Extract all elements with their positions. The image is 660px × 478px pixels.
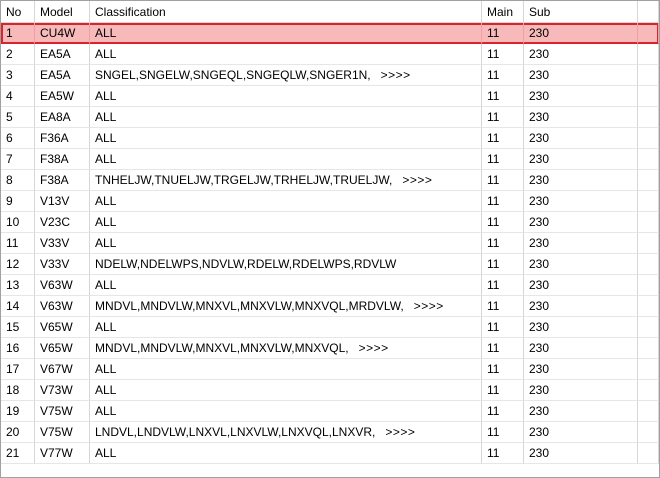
- cell-main: 11: [482, 254, 524, 275]
- cell-no: 13: [1, 275, 35, 296]
- table-row[interactable]: [1, 338, 659, 359]
- more-indicator: >>>>: [358, 341, 389, 355]
- cell-sub: 230: [524, 359, 638, 380]
- cell-sub: 230: [524, 443, 638, 464]
- cell-filler: [638, 338, 659, 359]
- cell-filler: [638, 107, 659, 128]
- cell-model: V75W: [35, 422, 90, 443]
- cell-classification: TNHELJW,TNUELJW,TRGELJW,TRHELJW,TRUELJW, >>>>: [90, 170, 482, 191]
- cell-classification: ALL: [90, 233, 482, 254]
- table-row[interactable]: [1, 44, 659, 65]
- cell-classification: ALL: [90, 107, 482, 128]
- cell-filler: [638, 233, 659, 254]
- cell-model: V33V: [35, 233, 90, 254]
- cell-main: 11: [482, 23, 524, 44]
- cell-classification: ALL: [90, 359, 482, 380]
- more-indicator: >>>>: [402, 173, 433, 187]
- cell-main: 11: [482, 149, 524, 170]
- cell-model: V65W: [35, 338, 90, 359]
- cell-classification: ALL: [90, 380, 482, 401]
- more-indicator: >>>>: [385, 425, 416, 439]
- cell-sub: 230: [524, 44, 638, 65]
- cell-filler: [638, 23, 659, 44]
- cell-no: 16: [1, 338, 35, 359]
- cell-model: V73W: [35, 380, 90, 401]
- column-header-classification[interactable]: Classification: [90, 1, 482, 23]
- cell-no: 1: [1, 23, 35, 44]
- cell-no: 15: [1, 317, 35, 338]
- cell-filler: [638, 401, 659, 422]
- cell-model: EA8A: [35, 107, 90, 128]
- cell-filler: [638, 443, 659, 464]
- cell-main: 11: [482, 233, 524, 254]
- cell-main: 11: [482, 275, 524, 296]
- cell-no: 14: [1, 296, 35, 317]
- cell-sub: 230: [524, 296, 638, 317]
- table-row[interactable]: [1, 170, 659, 191]
- cell-classification: ALL: [90, 191, 482, 212]
- cell-sub: 230: [524, 170, 638, 191]
- cell-classification: ALL: [90, 401, 482, 422]
- cell-filler: [638, 128, 659, 149]
- cell-sub: 230: [524, 338, 638, 359]
- cell-sub: 230: [524, 401, 638, 422]
- table-row[interactable]: [1, 401, 659, 422]
- table-row[interactable]: [1, 296, 659, 317]
- cell-sub: 230: [524, 275, 638, 296]
- cell-model: V23C: [35, 212, 90, 233]
- cell-no: 6: [1, 128, 35, 149]
- cell-sub: 230: [524, 233, 638, 254]
- cell-main: 11: [482, 317, 524, 338]
- more-indicator: >>>>: [380, 68, 411, 82]
- cell-classification: SNGEL,SNGELW,SNGEQL,SNGEQLW,SNGER1N, >>>>: [90, 65, 482, 86]
- table-row[interactable]: [1, 317, 659, 338]
- cell-classification: LNDVL,LNDVLW,LNXVL,LNXVLW,LNXVQL,LNXVR, >>>>: [90, 422, 482, 443]
- cell-model: V13V: [35, 191, 90, 212]
- cell-sub: 230: [524, 191, 638, 212]
- cell-classification: ALL: [90, 443, 482, 464]
- table-row[interactable]: [1, 149, 659, 170]
- table-row[interactable]: [1, 191, 659, 212]
- cell-main: 11: [482, 128, 524, 149]
- cell-classification: ALL: [90, 44, 482, 65]
- cell-no: 17: [1, 359, 35, 380]
- cell-filler: [638, 296, 659, 317]
- cell-filler: [638, 65, 659, 86]
- cell-model: EA5A: [35, 44, 90, 65]
- grid-header: [1, 1, 659, 22]
- cell-model: V67W: [35, 359, 90, 380]
- cell-main: 11: [482, 296, 524, 317]
- cell-model: V75W: [35, 401, 90, 422]
- cell-main: 11: [482, 443, 524, 464]
- cell-model: V33V: [35, 254, 90, 275]
- cell-sub: 230: [524, 128, 638, 149]
- cell-classification: ALL: [90, 86, 482, 107]
- cell-main: 11: [482, 401, 524, 422]
- table-row[interactable]: [1, 443, 659, 464]
- cell-main: 11: [482, 359, 524, 380]
- cell-filler: [638, 212, 659, 233]
- cell-no: 21: [1, 443, 35, 464]
- table-row[interactable]: [1, 233, 659, 254]
- cell-main: 11: [482, 44, 524, 65]
- cell-filler: [638, 359, 659, 380]
- column-header-model[interactable]: Model: [35, 1, 90, 23]
- cell-sub: 230: [524, 380, 638, 401]
- cell-no: 20: [1, 422, 35, 443]
- more-indicator: >>>>: [413, 299, 444, 313]
- cell-main: 11: [482, 212, 524, 233]
- cell-model: V63W: [35, 275, 90, 296]
- cell-main: 11: [482, 338, 524, 359]
- cell-model: EA5W: [35, 86, 90, 107]
- cell-filler: [638, 86, 659, 107]
- cell-no: 5: [1, 107, 35, 128]
- cell-no: 18: [1, 380, 35, 401]
- cell-no: 2: [1, 44, 35, 65]
- cell-filler: [638, 422, 659, 443]
- cell-sub: 230: [524, 86, 638, 107]
- column-header-no[interactable]: No: [1, 1, 35, 23]
- cell-classification: ALL: [90, 317, 482, 338]
- cell-sub: 230: [524, 23, 638, 44]
- cell-main: 11: [482, 170, 524, 191]
- cell-no: 11: [1, 233, 35, 254]
- cell-classification: ALL: [90, 23, 482, 44]
- cell-main: 11: [482, 86, 524, 107]
- column-header-main[interactable]: Main: [482, 1, 524, 23]
- cell-classification: NDELW,NDELWPS,NDVLW,RDELW,RDELWPS,RDVLW: [90, 254, 482, 275]
- cell-filler: [638, 170, 659, 191]
- column-header-sub[interactable]: Sub: [524, 1, 638, 23]
- cell-main: 11: [482, 380, 524, 401]
- cell-model: V63W: [35, 296, 90, 317]
- table-row[interactable]: [1, 86, 659, 107]
- cell-filler: [638, 149, 659, 170]
- cell-sub: 230: [524, 149, 638, 170]
- cell-filler: [638, 275, 659, 296]
- table-row[interactable]: [1, 275, 659, 296]
- cell-sub: 230: [524, 65, 638, 86]
- cell-model: F38A: [35, 170, 90, 191]
- cell-filler: [638, 254, 659, 275]
- cell-sub: 230: [524, 212, 638, 233]
- cell-model: F36A: [35, 128, 90, 149]
- cell-sub: 230: [524, 317, 638, 338]
- table-row[interactable]: [1, 422, 659, 443]
- table-row[interactable]: [1, 23, 659, 44]
- cell-filler: [638, 44, 659, 65]
- table-row[interactable]: [1, 380, 659, 401]
- table-row[interactable]: [1, 254, 659, 275]
- cell-filler: [638, 191, 659, 212]
- cell-classification: ALL: [90, 149, 482, 170]
- cell-classification: ALL: [90, 275, 482, 296]
- column-header-filler: [638, 1, 659, 23]
- table-row[interactable]: [1, 65, 659, 86]
- table-row[interactable]: [1, 359, 659, 380]
- cell-sub: 230: [524, 422, 638, 443]
- table-row[interactable]: [1, 212, 659, 233]
- cell-main: 11: [482, 422, 524, 443]
- cell-sub: 230: [524, 254, 638, 275]
- cell-no: 3: [1, 65, 35, 86]
- cell-model: CU4W: [35, 23, 90, 44]
- cell-no: 10: [1, 212, 35, 233]
- cell-classification: MNDVL,MNDVLW,MNXVL,MNXVLW,MNXVQL,MRDVLW, >>>>: [90, 296, 482, 317]
- cell-main: 11: [482, 65, 524, 86]
- cell-no: 19: [1, 401, 35, 422]
- cell-no: 9: [1, 191, 35, 212]
- cell-main: 11: [482, 191, 524, 212]
- cell-no: 12: [1, 254, 35, 275]
- cell-classification: MNDVL,MNDVLW,MNXVL,MNXVLW,MNXVQL, >>>>: [90, 338, 482, 359]
- table-row[interactable]: [1, 107, 659, 128]
- cell-filler: [638, 380, 659, 401]
- cell-filler: [638, 317, 659, 338]
- table-row[interactable]: [1, 128, 659, 149]
- cell-model: EA5A: [35, 65, 90, 86]
- cell-main: 11: [482, 107, 524, 128]
- cell-model: V77W: [35, 443, 90, 464]
- cell-no: 7: [1, 149, 35, 170]
- cell-no: 4: [1, 86, 35, 107]
- cell-classification: ALL: [90, 128, 482, 149]
- cell-sub: 230: [524, 107, 638, 128]
- cell-model: F38A: [35, 149, 90, 170]
- cell-model: V65W: [35, 317, 90, 338]
- cell-classification: ALL: [90, 212, 482, 233]
- cell-no: 8: [1, 170, 35, 191]
